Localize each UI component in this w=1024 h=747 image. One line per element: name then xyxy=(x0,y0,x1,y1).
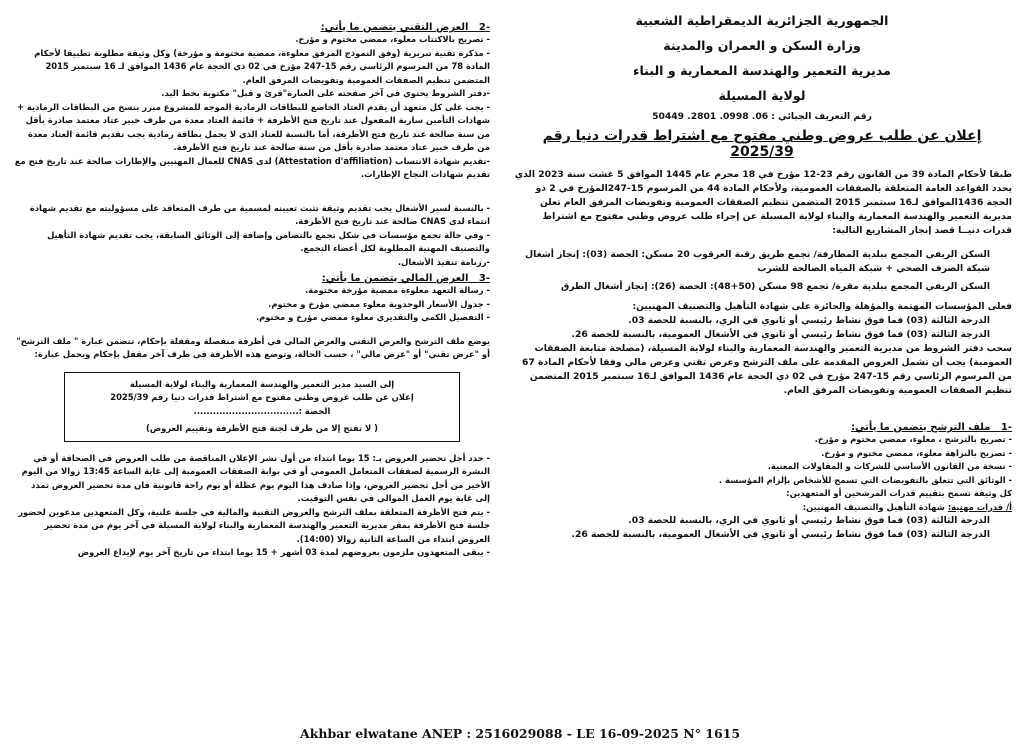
box-line: ( لا تفتح إلا من طرف لجنة فتح الأظرفة وتقييم العروض) xyxy=(146,423,378,433)
envelope-paragraph: يوضع ملف الترشح والعرض التقني والعرض المالي في أظرفة منفصلة ومقفلة بإحكام، تتضمن عبارة " ملف الترشح" أو "عرض تقني" أو "عرض مالي" ، حسب الحالة، وتوضع هذه الأظرفة في ظرف آخر مقفل بإحكام ويحمل عبارة: xyxy=(16,335,490,359)
intro-paragraph: طبقا لأحكام المادة 39 من القانون رقم 23-12 مؤرخ في 18 محرم عام 1445 الموافق 5 غشت سنة 2023 الذي يحدد القواعد العامة المتعلقة بالصفقات العمومية، ولأحكام المادة 44 من المرسوم 15-247المؤرخ في 2 ذو الحجة 1436الموافق لـ16 سبتمبر 2015 المتضمن تنظيم الصفقات العمومية وتفويضات المرفق العام تعلن مديرية التعمير والهندسة المعمارية والبناء لولاية المسيلة عن إجراء طلب عروض وطني مفتوح مع اشتراط قدرات دنيــا قصد إنجاز المشاريع التالية: xyxy=(514,169,1012,236)
section-3-title: العرض المالي يتضمن ما يأتي: xyxy=(321,273,469,284)
list-item: - الوثائق التي تتعلق بالتفويضات التي تسمح للأشخاص بإلزام المؤسسة . xyxy=(718,474,1012,485)
list-item: -دفتر الشروط يحتوي في آخر صفحته على العبارة"قرئ و قبل" مكتوبة بخط اليد. xyxy=(161,88,490,98)
any-doc-line: كل وثيقة تسمح بتقييم قدرات المرشحين أو المتعهدين: xyxy=(786,488,1012,498)
publication-footer: Akhbar elwatane ANEP : 2516029088 - LE 16-09-2025 N° 1615 xyxy=(300,726,741,741)
grade-item: الدرجة الثالثة (03) فما فوق نشاط رئيسي أو ثانوي في الري، بالنسبة للحصة 03. xyxy=(628,315,990,326)
header-line-2: وزارة السكن و العمران والمدينة xyxy=(663,38,861,53)
box-line: إلى السيد مدير التعمير والهندسة المعمارية والبناء لولاية المسيلة xyxy=(129,378,395,389)
box-line: الحصة :................................. xyxy=(193,405,331,416)
withdraw-paragraph: سحب دفتر الشروط من مديرية التعمير والهندسة المعمارية والبناء لولاية المسيلة، (مصلحة متابعة الصفقات العمومية) يجب أن تشمل العروض المقدمة على ملف الترشح وعرض تقني وعرض مالي وفقا لأحكام المادة 67 من المرسوم الرئاسي رقم 15-247 مؤرخ في 02 ذي الحجة عام 1436 الموافق لـ16 سبتمبر 2015 المتضمن تنظيم الصفقات العمومية وتفويضات المرفق العام. xyxy=(521,343,1012,396)
section-2-continued xyxy=(14,202,490,270)
list-item: - مذكرة تقنية تبريرية (وفق النموذج المرفق معلوءة، ممضية مختومة و مؤرخة) وكل وثيقة مطلوبة تطبيقا لأحكام المادة 78 من المرسوم الرئاسي رقم 15-247 مؤرخ في 02 ذي الحجة عام 1436 الموافق لـ 16 سبتمبر 2015 المتضمن تنظيم الصفقات العمومية وتفويضات المرفق العام. xyxy=(34,47,490,85)
section-2-title: العرض التقني يتضمن ما يأتي: xyxy=(320,22,469,33)
list-item: - التفصيل الكمي والتقديري معلوء ممضي مؤرخ و مختوم. xyxy=(255,312,490,322)
project-item: السكن الريفي المجمع ببلدية المطارفة/ تجمع طريق رقبة العرقوب 20 مسكن: الحصة (03): إنجاز أشغال شبكة الصرف الصحي + شبكة المياه الصالحة للشرب xyxy=(525,249,990,274)
section-1-number: -1 xyxy=(1000,422,1012,433)
grade-item: الدرجة الثالثة (03) فما فوق نشاط رئيسي أو ثانوي في الري، بالنسبة للحصة 03. xyxy=(628,515,990,526)
list-item: - تصريح بالاكتتاب معلوء، ممضي مختوم و مؤرخ. xyxy=(295,34,490,44)
list-item: - رسالة التعهد معلوءة ممضية مؤرخة مختومة. xyxy=(305,285,490,295)
list-item: - يتم فتح الأظرفة المتعلقة بملف الترشح والعروض التقنية والمالية في جلسة علنية، وكل المتعهدين مدعوين لحضور جلسة فتح الأظرفة بمقر مديرية التعمير والهندسة المعمارية والبناء لولاية المسيلة في آخر يوم من مدة تحضير العروض ابتداء من الساعة الثانية زوالا (14:00). xyxy=(18,506,490,544)
section-1-title: ملف الترشح يتضمن ما يأتي: xyxy=(851,422,991,433)
fiscal-id: رقم التعريف الجبائي : 06. 0998. 2801. 50449 xyxy=(652,111,872,122)
box-line: إعلان عن طلب عروض وطني مفتوح مع اشتراط قدرات دنيا رقم 2025/39 xyxy=(110,392,414,402)
list-item: - يجب على كل متعهد أن يقدم العتاد الخاضع للبطاقات الرمادية الموجه للمشروع مبرر بنسخ من البطاقات الرمادية + شهادات التأمين سارية المفعول عند تاريخ فتح الأظرفة + قائمة العتاد معدة من طرف خبير عتاد معتمد صادرة بأقل من سنة صالحة عند تاريخ فتح الأظرفة، أما بالنسبة للعتاد الذي لا يحمل بطاقة رمادية يجب تقديم قائمة العتاد معدة من طرف خبير عتاد معتمد صادرة بأقل من سنة صالحة عند تاريخ فتح الأظرفة. xyxy=(16,101,490,152)
envelope-label-box xyxy=(64,372,460,442)
grade-item: الدرجة الثالثة (03) فما فوق نشاط رئيسي أو ثانوي في الأشغال العمومية، بالنسبة للحصة 26. xyxy=(571,529,990,540)
qualification-label: أ/ قدرات مهنية: xyxy=(947,501,1012,512)
left-column xyxy=(14,8,490,560)
section-1 xyxy=(512,422,1012,542)
list-item: -رزنامة تنفيذ الأشغال. xyxy=(397,256,490,267)
section-2-number: -2 xyxy=(478,22,490,33)
list-item: - حدد أجل تحضير العروض بـ: 15 يوما ابتداء من أول نشر الإعلان المناقصة من طلب العروض في الصحافة أو في النشرة الرسمية لصفقات المتعامل العمومي أو في بوابة الصفقات العمومية إلى غاية الساعة 13:45 زوالا من اليوم الأخير من أجل تحضير العروض، وإذا صادف هذا اليوم يوم عطلة أو يوم راحة قانونية فان مدة تحضير العروض تمدد إلى غاية يوم العمل الموالي في نفس التوقيت. xyxy=(21,452,490,503)
header-line-1: الجمهورية الجزائرية الديمقراطية الشعبية xyxy=(635,13,889,28)
section-3-number: -3 xyxy=(478,273,490,284)
grade-item: الدرجة الثالثة (03) فما فوق نشاط رئيسي أو ثانوي في الأشغال العمومية، بالنسبة للحصة 26. xyxy=(571,329,990,340)
right-column xyxy=(512,8,1012,542)
list-item: - تصريح بالترشح ، معلوء، ممضي مختوم و مؤرخ. xyxy=(814,434,1012,444)
header-line-4: لولاية المسيلة xyxy=(718,88,806,103)
qualification-text: شهادة التأهيل والتصنيف المهنيين: xyxy=(802,501,945,512)
announcement-title: إعلان عن طلب عروض وطني مفتوح مع اشتراط قدرات دنيا رقم 2025/39 xyxy=(542,128,982,160)
list-item: - بالنسبة لسير الأشغال يجب تقديم وثيقة تثبت تعيينه لمسمية من طرف المتعاقد على مسؤوليته مع تقديم شهادة انتماء لدى CNAS صالحة عند تاريخ فتح الأظرفة. xyxy=(29,202,490,226)
header-line-3: مديرية التعمير والهندسة المعمارية و البناء xyxy=(633,63,891,78)
list-item: - جدول الأسعار الوحدوية معلوء ممضي مؤرخ و مختوم. xyxy=(268,298,490,309)
list-item: - وفي حالة تجمع مؤسسات في شكل تجمع بالتضامن وإضافة إلى الوثائق السابقة، يجب تقديم شهادة التأهيل والتصنيف المهنية المطلوبة لكل أعضاء التجمع. xyxy=(47,229,490,253)
eligibility-intro: فعلى المؤسسات المهتمة والمؤهلة والحائزة على شهادة التأهيل والتصنيف المهنيين: xyxy=(632,301,1012,312)
list-item: - تصريح بالنزاهة معلوء، ممضي مختوم و مؤرخ. xyxy=(821,447,1012,458)
project-item: السكن الريفي المجمع ببلدية مقرة/ تجمع 98 مسكن (50+48): الحصة (26): إنجاز أشغال الطرق xyxy=(561,281,990,292)
list-item: - نسخة من القانون الأساسي للشركات و المقاولات المعنية. xyxy=(767,461,1012,471)
project-list xyxy=(512,248,1012,294)
list-item: - يبقى المتعهدون ملزمون بعروضهم لمدة 03 أشهر + 15 يوما ابتداء من تاريخ آخر يوم لإيداع العروض xyxy=(77,547,490,557)
list-item: -تقديم شهادة الانتساب (Attestation d'affiliation) لدى CNAS للعمال المهنيين والإطارات صالحة عند تاريخ فتح مع تقديم شهادات النجاح الإطارات. xyxy=(14,155,490,179)
